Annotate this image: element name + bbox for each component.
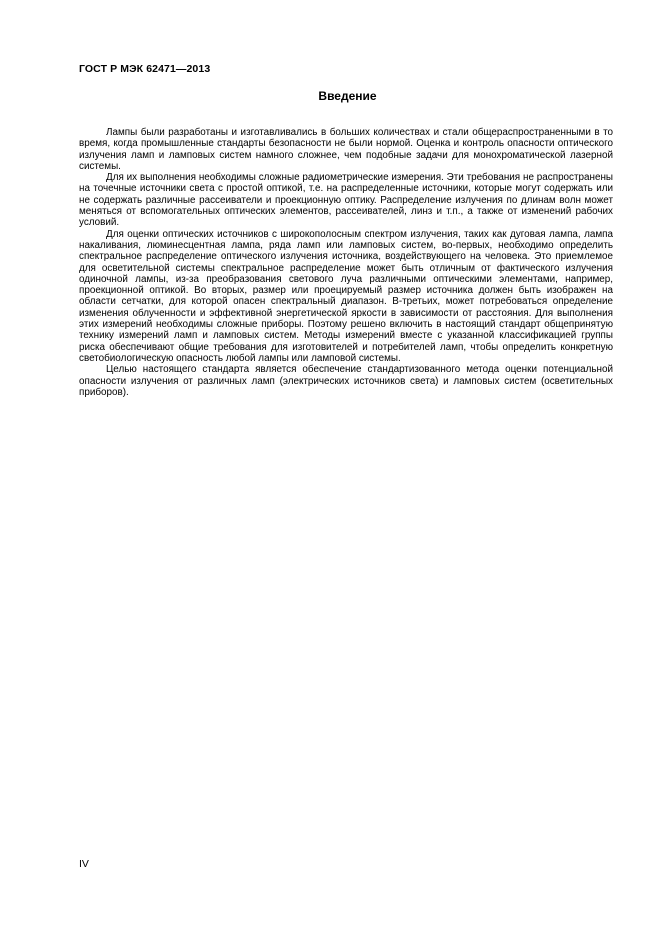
paragraph: Лампы были разработаны и изготавливались в больших количествах и стали общераспространенными в то время, когда промышленные стандарты безопасности не были нормой. Оценка и контроль опасности оптического излучения ламп и ламповых систем намного сложнее, чем подобные задачи для монохроматической лазерной системы. <box>79 127 613 172</box>
paragraph: Для их выполнения необходимы сложные радиометрические измерения. Эти требования не распространены на точечные источники света с простой оптикой, т.е. на распределенные источники, которые могут содержать или не содержать различные рассеиватели и проекционную оптику. Распределение излучения по длинам волн может меняться от вспомогательных оптических элементов, рассеивателей, линз и т.п., а также от изменений рабочих условий. <box>79 172 613 229</box>
standard-header: ГОСТ Р МЭК 62471—2013 <box>79 63 211 75</box>
paragraph: Целью настоящего стандарта является обеспечение стандартизованного метода оценки потенциальной опасности излучения от различных ламп (электрических источников света) и ламповых систем (осветительных приборов). <box>79 364 613 398</box>
section-title: Введение <box>318 89 377 103</box>
body-text <box>79 127 613 398</box>
paragraph: Для оценки оптических источников с широкополосным спектром излучения, таких как дуговая лампа, лампа накаливания, люминесцентная лампа, ряда ламп или ламповых систем, во-первых, необходимо определить спектральное распределение оптического излучения источника, воздействующего на человека. Это приемлемое для осветительной системы спектральное распределение может быть отличным от фактического излучения одиночной лампы, из-за преобразования светового луча различными оптическими элементами, например, проекционной оптикой. Во вторых, размер или проецируемый размер источника должен быть изображен на области сетчатки, для которой опасен спектральный диапазон. В-третьих, может потребоваться определение изменения облученности и эффективной энергетической яркости в зависимости от расстояния. Для выполнения этих измерений необходимы сложные приборы. Поэтому решено включить в настоящий стандарт общепринятую технику измерений ламп и ламповых систем. Методы измерений вместе с указанной классификацией группы риска обеспечивают общие требования для изготовителей и потребителей ламп, чтобы определить конкретную светобиологическую опасность любой лампы или ламповой системы. <box>79 228 613 364</box>
page-number: IV <box>79 858 89 870</box>
